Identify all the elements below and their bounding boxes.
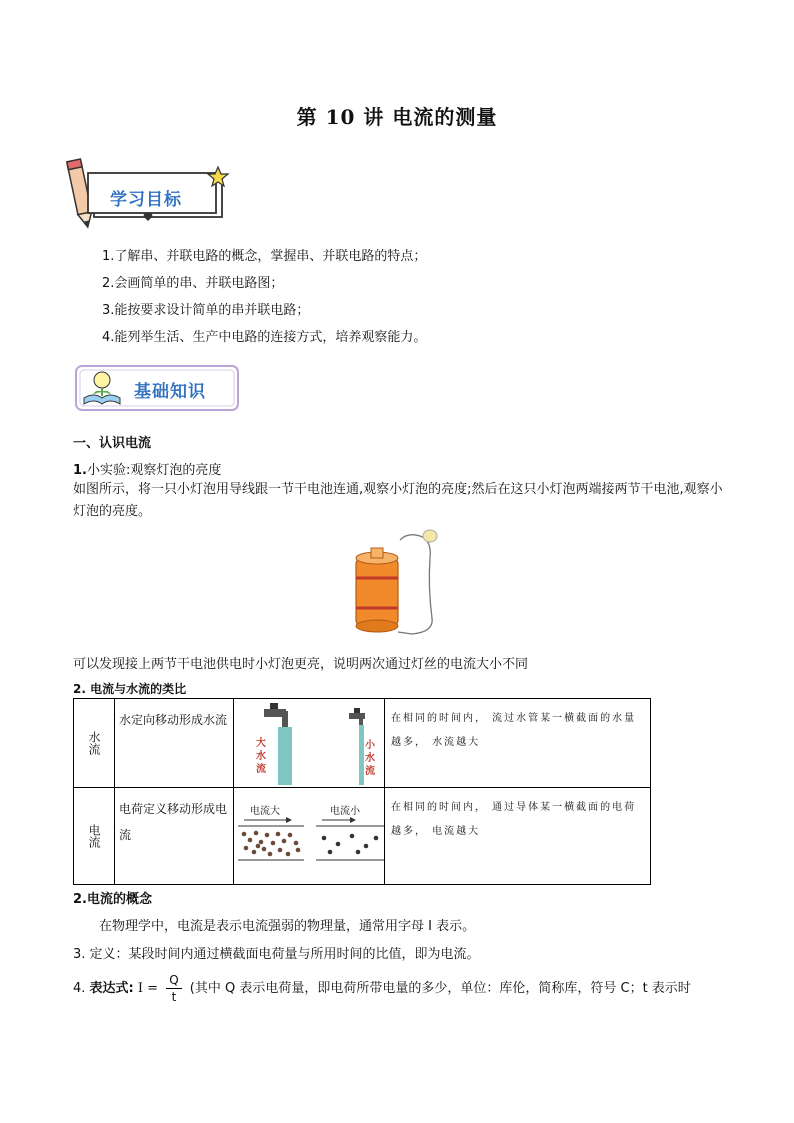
table-row [74,788,651,885]
basic-knowledge-label: 基础知识 [134,382,206,402]
experiment-conclusion: 可以发现接上两节干电池供电时小灯泡更亮，说明两次通过灯丝的电流大小不同 [73,657,529,672]
water-flow-picture [234,699,385,788]
goals-list [102,243,426,351]
experiment-text: 如图所示，将一只小灯泡用导线跟一节干电池连通,观察小灯泡的亮度;然后在这只小灯泡两端接两节干电池,观察小灯泡的亮度。 [73,482,723,519]
row-label: 电流 [74,788,115,885]
experiment-title: 小实验:观察灯泡的亮度 [86,463,222,478]
formula-fraction [166,972,181,1005]
table-row [74,699,651,788]
row-note: 在相同的时间内， 流过水管某一横截面的水量越多， 水流越大 [385,699,651,788]
big-water-label: 大水流 [256,738,266,775]
concept-text: 在物理学中，电流是表示电流强弱的物理量，通常用字母 I 表示。 [99,919,476,934]
row-description: 水定向移动形成水流 [115,699,234,788]
electric-current-picture [234,788,385,885]
analogy-heading: 2. 电流与水流的类比 [73,682,187,696]
large-current-label: 电流大 [250,806,280,817]
formula-numerator: Q [166,972,181,989]
formula-number: 4. [73,981,86,996]
basic-knowledge-banner [72,360,242,416]
page-title: 第 10 讲 电流的测量 [296,105,498,129]
row-description: 电荷定义移动形成电流 [115,788,234,885]
formula-label: 表达式: [89,981,134,996]
small-current-label: 电流小 [330,806,360,817]
row-note: 在相同的时间内， 通过导体某一横截面的电荷越多， 电流越大 [385,788,651,885]
heading-understand-current: 一、认识电流 [73,436,152,451]
concept-heading: 2.电流的概念 [73,892,152,907]
experiment-number: 1. [73,463,87,478]
formula-denominator: t [171,990,177,1004]
definition-text: 3. 定义：某段时间内通过横截面电荷量与所用时间的比值，即为电流。 [73,947,480,962]
formula-explanation: (其中 Q 表示电荷量，即电荷所带电量的多少，单位：库伦，简称库，符号 C；t 表示时 [189,981,691,996]
formula-lhs: I = [137,981,159,996]
goal-item: 4.能列举生活、生产中电路的连接方式，培养观察能力。 [102,330,427,345]
learning-goals-label: 学习目标 [110,190,182,210]
small-water-label: 小水流 [365,740,375,777]
row-label: 水流 [74,699,115,788]
formula-line [73,972,691,1005]
goal-item: 1.了解串、并联电路的概念，掌握串、并联电路的特点； [102,249,427,264]
goal-item: 3.能按要求设计简单的串并联电路； [102,303,310,318]
current-water-comparison-table [73,698,651,885]
learning-goals-banner [66,155,232,233]
battery-bulb-illustration [350,528,450,643]
experiment-heading [73,459,221,478]
goal-item: 2.会画简单的串、并联电路图； [102,276,284,291]
